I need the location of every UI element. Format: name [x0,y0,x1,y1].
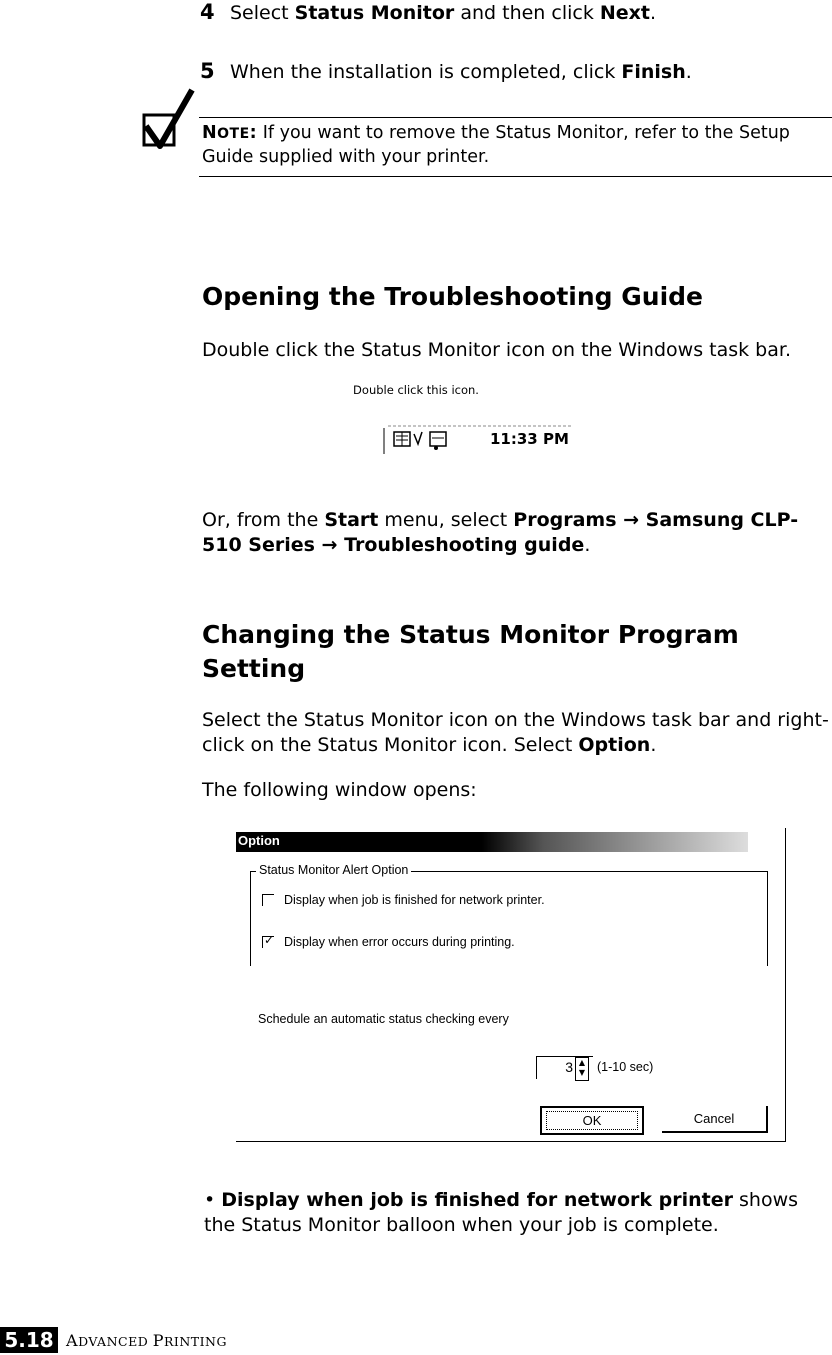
step-4: 4 Select Status Monitor and then click Next. [200,0,657,24]
step-5: 5 When the installation is completed, click Finish. [200,59,692,83]
bullet-item: • Display when job is finished for network printer shows the Status Monitor balloon when your job is complete. [204,1189,799,1236]
tray-clock: 11:33 PM [490,430,569,448]
step-number: 4 [200,0,215,24]
error-occurs-checkbox[interactable] [262,933,275,948]
interval-range: (1-10 sec) [597,1060,654,1074]
paragraph: Select the Status Monitor icon on the Windows task bar and right-click on the Status Monitor icon. Select Option. [202,709,829,756]
check-icon: ✓ [264,933,275,947]
note-top-rule [199,117,832,118]
group-label: Status Monitor Alert Option [256,863,411,877]
paragraph: Or, from the Start menu, select Programs → Samsung CLP-510 Series → Troubleshooting guide. [202,509,799,556]
page-number-badge: 5.18 [0,1327,58,1353]
schedule-label: Schedule an automatic status checking every [258,1012,509,1026]
paragraph: Double click the Status Monitor icon on the Windows task bar. [202,339,791,361]
section-heading-program-setting: Changing the Status Monitor Program Setting [202,620,739,683]
dialog-title-bar: Option [236,832,748,852]
note-label: NOTE: [202,123,258,143]
finished-job-checkbox[interactable] [262,894,274,906]
spinner-value[interactable]: 3 [565,1059,573,1075]
error-occurs-label: Display when error occurs during printing. [284,935,515,949]
dialog-bottom-edge [236,1141,786,1142]
section-heading-troubleshooting: Opening the Troubleshooting Guide [202,282,703,311]
alert-option-group [250,871,768,966]
spinner-arrows-icon[interactable]: ▲ ▼ [575,1057,589,1081]
interval-spinner[interactable] [536,1056,593,1079]
note: NOTE: If you want to remove the Status Monitor, refer to the Setup Guide supplied with your printer. [202,123,790,167]
ok-button[interactable]: OK [540,1106,644,1135]
finished-job-label: Display when job is finished for network printer. [284,893,545,907]
footer-section-title: ADVANCED PRINTING [66,1331,227,1350]
tray-caption: Double click this icon. [353,383,479,397]
step-number: 5 [200,59,215,83]
note-bottom-rule [199,176,832,177]
cancel-button[interactable]: Cancel [662,1106,768,1133]
dialog-right-edge [785,828,786,1142]
paragraph: The following window opens: [202,779,477,801]
note-checkmark-icon [140,88,198,160]
